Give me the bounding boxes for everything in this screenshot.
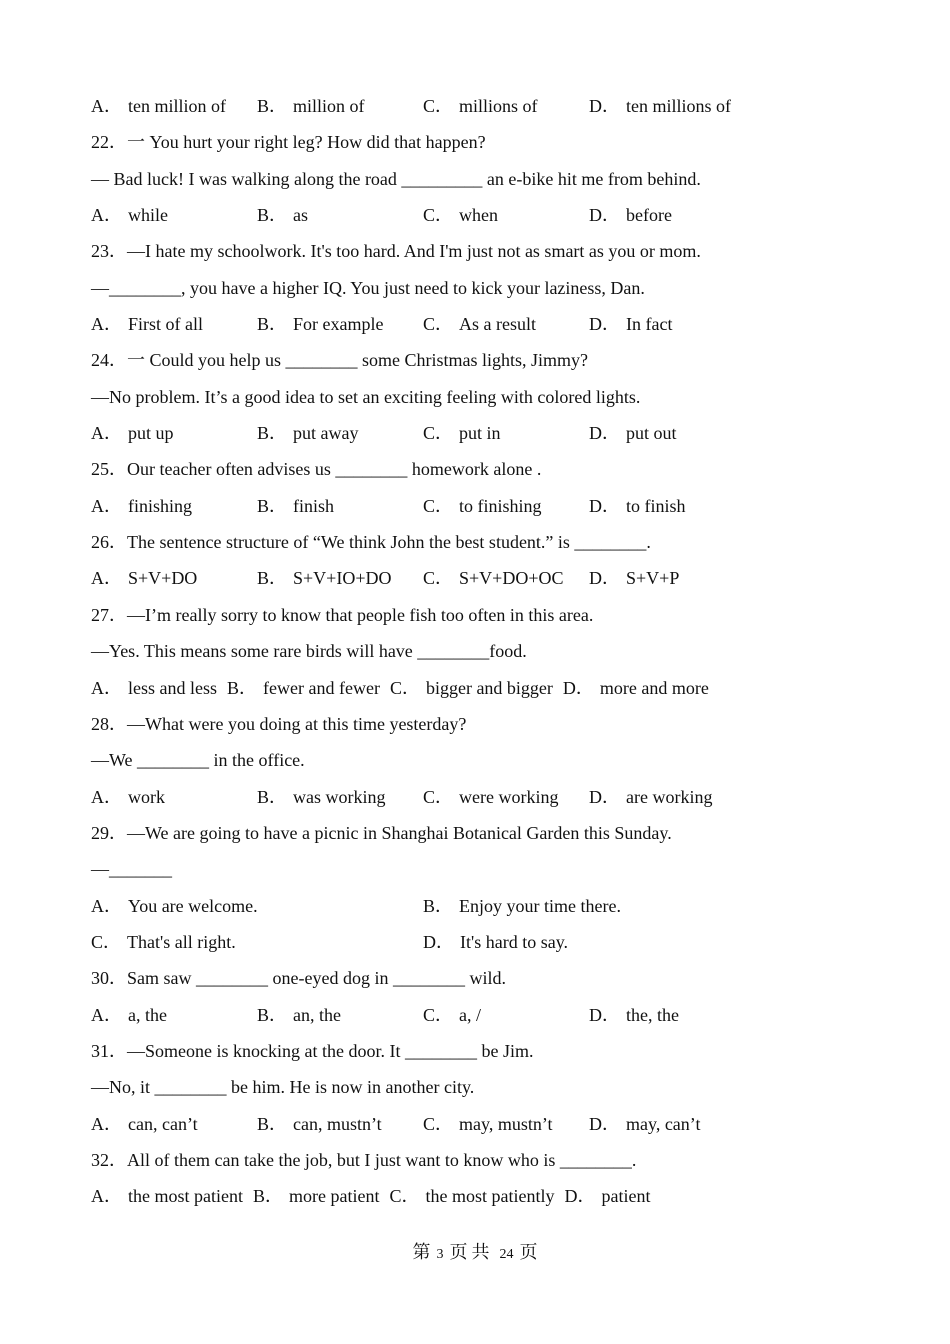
option-key: C． (423, 423, 454, 444)
answer-option[interactable] (257, 199, 423, 235)
option-text: are working (626, 786, 713, 807)
answer-option[interactable] (423, 890, 755, 926)
answer-option[interactable] (423, 90, 589, 126)
question-dialogue-line: — Bad luck! I was walking along the road _________ an e-bike hit me from behind. (91, 168, 701, 189)
option-text: First of all (128, 314, 203, 335)
answer-option[interactable] (257, 562, 423, 598)
question-stem: 22．一 You hurt your right leg? How did that happen? (91, 132, 486, 153)
option-key: A． (91, 423, 122, 444)
option-text: as (293, 205, 309, 226)
option-key: B． (423, 895, 454, 916)
question-stem: 25．Our teacher often advises us ________ homework alone . (91, 459, 542, 480)
option-key: C． (389, 1186, 420, 1207)
question-stem: 32．All of them can take the job, but I just want to know who is ________. (91, 1149, 637, 1170)
answer-option[interactable] (589, 308, 755, 344)
option-key: B． (257, 568, 288, 589)
answer-option[interactable] (257, 417, 423, 453)
answer-option[interactable] (589, 1108, 755, 1144)
answer-option[interactable] (91, 417, 257, 453)
answer-option[interactable] (389, 1180, 554, 1216)
option-key: A． (91, 786, 122, 807)
option-text: while (128, 205, 168, 226)
options-row (91, 199, 871, 235)
option-text: put away (293, 423, 359, 444)
option-text: were working (459, 786, 559, 807)
option-key: A． (91, 1113, 122, 1134)
option-text: ten millions of (626, 96, 731, 116)
answer-option[interactable] (253, 1180, 379, 1216)
answer-option[interactable] (91, 199, 257, 235)
answer-option[interactable] (257, 490, 423, 526)
option-text: an, the (293, 1004, 341, 1025)
answer-option[interactable] (91, 308, 257, 344)
option-key: D． (562, 677, 594, 698)
options-row (91, 890, 871, 926)
options-row (91, 999, 871, 1035)
option-key: A． (91, 314, 122, 335)
option-text: For example (293, 314, 384, 335)
question-q21 (91, 90, 871, 126)
answer-option[interactable] (91, 672, 217, 708)
question-q30 (91, 962, 871, 1035)
page-footer (0, 1238, 950, 1264)
option-text: more and more (599, 677, 709, 698)
option-key: A． (91, 205, 122, 226)
answer-option[interactable] (91, 562, 257, 598)
answer-option[interactable] (257, 308, 423, 344)
options-row (91, 1108, 871, 1144)
option-key: B． (257, 786, 288, 807)
answer-option[interactable] (91, 999, 257, 1035)
option-text: may, mustn’t (459, 1113, 553, 1134)
option-text: was working (293, 786, 386, 807)
option-text: S+V+IO+DO (293, 568, 392, 589)
footer-page-number: 3 (436, 1247, 444, 1262)
question-q26 (91, 526, 871, 599)
option-text: It's hard to say. (460, 931, 569, 952)
option-text: when (459, 205, 499, 226)
option-key: A． (91, 96, 122, 116)
option-key: C． (423, 314, 454, 335)
option-key: D． (589, 495, 620, 516)
answer-option[interactable] (423, 562, 589, 598)
answer-option[interactable] (257, 90, 423, 126)
answer-option[interactable] (91, 1180, 243, 1216)
answer-option[interactable] (91, 1108, 257, 1144)
answer-option[interactable] (227, 672, 380, 708)
footer-total-pages: 24 (499, 1247, 514, 1262)
answer-option[interactable] (91, 781, 257, 817)
option-text: less and less (128, 677, 217, 698)
question-q23 (91, 235, 871, 344)
option-text: That's all right. (127, 931, 236, 952)
options-row (91, 1180, 871, 1216)
question-q31 (91, 1035, 871, 1144)
option-text: Enjoy your time there. (459, 895, 621, 916)
options-row (91, 926, 871, 962)
answer-option[interactable] (423, 308, 589, 344)
option-text: You are welcome. (128, 895, 258, 916)
answer-option[interactable] (423, 999, 589, 1035)
option-text: patient (601, 1186, 651, 1207)
answer-option[interactable] (423, 199, 589, 235)
question-stem: 31．—Someone is knocking at the door. It ________ be Jim. (91, 1040, 534, 1061)
question-dialogue-line: —No problem. It’s a good idea to set an exciting feeling with colored lights. (91, 386, 641, 407)
option-key: D． (564, 1186, 596, 1207)
answer-option[interactable] (91, 90, 257, 126)
option-text: can, can’t (128, 1113, 198, 1134)
question-q25 (91, 453, 871, 526)
option-text: may, can’t (626, 1113, 701, 1134)
footer-suffix: 页 (519, 1242, 538, 1263)
answer-option[interactable] (563, 672, 709, 708)
option-key: D． (589, 786, 620, 807)
answer-option[interactable] (257, 781, 423, 817)
answer-option[interactable] (91, 890, 423, 926)
answer-option[interactable] (589, 90, 755, 126)
option-key: B． (257, 96, 288, 116)
question-q32 (91, 1144, 871, 1217)
question-stem: 23．—I hate my schoolwork. It's too hard. And I'm just not as smart as you or mom. (91, 241, 701, 262)
question-stem: 29．—We are going to have a picnic in Shanghai Botanical Garden this Sunday. (91, 822, 672, 843)
question-dialogue-line: —Yes. This means some rare birds will have ________food. (91, 641, 527, 662)
option-text: put out (626, 423, 677, 444)
option-text: a, / (459, 1004, 482, 1025)
option-text: In fact (626, 314, 673, 335)
option-text: finish (293, 495, 335, 516)
option-key: A． (91, 895, 122, 916)
answer-option[interactable] (589, 490, 755, 526)
footer-total-label: 共 (471, 1242, 490, 1263)
option-key: A． (91, 568, 122, 589)
option-text: S+V+DO+OC (459, 568, 564, 589)
option-key: C． (423, 786, 454, 807)
option-text: to finishing (459, 495, 542, 516)
options-row (91, 562, 871, 598)
exam-page (91, 90, 871, 1217)
option-key: A． (91, 1004, 122, 1025)
option-text: to finish (626, 495, 686, 516)
answer-option[interactable] (589, 781, 755, 817)
options-row (91, 672, 871, 708)
option-key: D． (589, 568, 620, 589)
footer-page-label: 页 (449, 1242, 468, 1263)
option-key: D． (589, 205, 620, 226)
question-stem: 28．—What were you doing at this time yesterday? (91, 713, 467, 734)
option-text: the most patiently (425, 1186, 555, 1207)
answer-option[interactable] (564, 1180, 650, 1216)
question-dialogue-line: —_______ (91, 859, 172, 880)
question-dialogue-line: —________, you have a higher IQ. You just need to kick your laziness, Dan. (91, 277, 645, 298)
answer-option[interactable] (423, 417, 589, 453)
option-text: put in (459, 423, 501, 444)
option-text: S+V+P (626, 568, 680, 589)
question-stem: 27．—I’m really sorry to know that people fish too often in this area. (91, 604, 594, 625)
option-text: fewer and fewer (263, 677, 380, 698)
option-key: D． (589, 96, 620, 116)
option-text: a, the (128, 1004, 167, 1025)
answer-option[interactable] (91, 926, 423, 962)
option-key: D． (589, 314, 620, 335)
answer-option[interactable] (390, 672, 553, 708)
answer-option[interactable] (423, 490, 589, 526)
option-key: B． (257, 495, 288, 516)
option-key: C． (423, 568, 454, 589)
answer-option[interactable] (423, 926, 755, 962)
question-stem: 26．The sentence structure of “We think John the best student.” is ________. (91, 532, 651, 553)
question-q28 (91, 708, 871, 817)
option-key: B． (227, 677, 258, 698)
option-key: D． (589, 1004, 620, 1025)
option-key: B． (252, 1186, 283, 1207)
option-key: B． (257, 314, 288, 335)
question-q27 (91, 599, 871, 708)
option-text: millions of (459, 96, 538, 116)
question-stem: 30．Sam saw ________ one-eyed dog in ________ wild. (91, 968, 506, 989)
answer-option[interactable] (91, 490, 257, 526)
option-key: C． (423, 1113, 454, 1134)
options-row (91, 90, 871, 126)
option-key: A． (91, 677, 122, 698)
question-q24 (91, 344, 871, 453)
question-dialogue-line: —We ________ in the office. (91, 750, 305, 771)
option-text: ten million of (128, 96, 226, 116)
option-text: more patient (289, 1186, 380, 1207)
answer-option[interactable] (423, 781, 589, 817)
answer-option[interactable] (589, 199, 755, 235)
question-stem: 24．一 Could you help us ________ some Christmas lights, Jimmy? (91, 350, 589, 371)
answer-option[interactable] (589, 562, 755, 598)
option-text: put up (128, 423, 174, 444)
option-text: S+V+DO (128, 568, 198, 589)
option-text: the most patient (128, 1186, 243, 1207)
option-text: As a result (459, 314, 536, 335)
option-key: C． (423, 205, 454, 226)
option-key: D． (589, 423, 620, 444)
option-key: C． (423, 96, 454, 116)
answer-option[interactable] (589, 999, 755, 1035)
option-key: B． (257, 205, 288, 226)
option-key: D． (589, 1113, 620, 1134)
question-dialogue-line: —No, it ________ be him. He is now in another city. (91, 1077, 475, 1098)
option-text: can, mustn’t (293, 1113, 382, 1134)
option-text: the, the (626, 1004, 679, 1025)
options-row (91, 417, 871, 453)
option-text: work (128, 786, 165, 807)
option-key: B． (257, 423, 288, 444)
option-key: C． (389, 677, 420, 698)
question-q22 (91, 126, 871, 235)
option-key: A． (91, 495, 122, 516)
option-key: D． (423, 931, 454, 952)
option-key: C． (423, 495, 454, 516)
answer-option[interactable] (257, 999, 423, 1035)
answer-option[interactable] (589, 417, 755, 453)
answer-option[interactable] (257, 1108, 423, 1144)
question-q29 (91, 817, 871, 962)
option-key: C． (91, 931, 122, 952)
option-key: C． (423, 1004, 454, 1025)
option-text: finishing (128, 495, 193, 516)
option-text: bigger and bigger (425, 677, 553, 698)
options-row (91, 308, 871, 344)
options-row (91, 781, 871, 817)
option-text: before (626, 205, 672, 226)
option-text: million of (293, 96, 365, 116)
option-key: B． (257, 1113, 288, 1134)
footer-prefix: 第 (412, 1242, 431, 1263)
answer-option[interactable] (423, 1108, 589, 1144)
option-key: A． (91, 1186, 122, 1207)
options-row (91, 490, 871, 526)
option-key: B． (257, 1004, 288, 1025)
